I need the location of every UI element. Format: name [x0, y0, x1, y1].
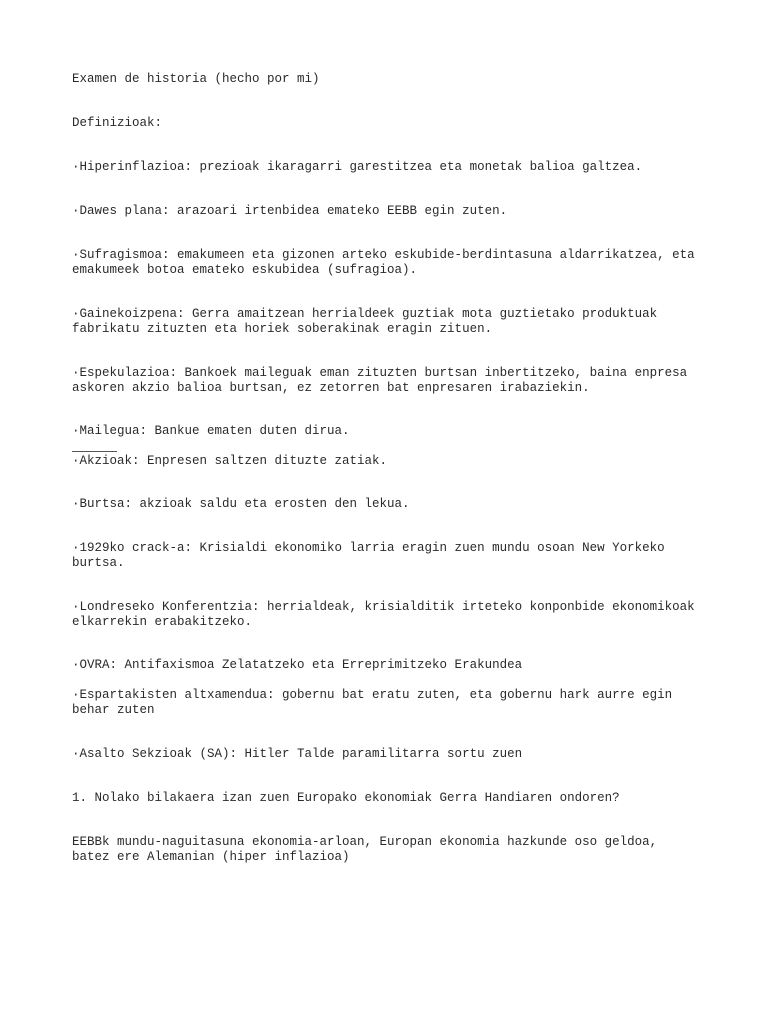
definition-sufragismoa: ·Sufragismoa: emakumeen eta gizonen arteko eskubide-berdintasuna aldarrikatzea, eta emakumeek botoa emateko eskubidea (sufragioa). [72, 248, 695, 277]
divider-rule [72, 451, 117, 452]
definition-dawes-plana: ·Dawes plana: arazoari irtenbidea emateko EEBB egin zuten. [72, 204, 508, 218]
definition-espekulazioa: ·Espekulazioa: Bankoek maileguak eman zituzten burtsan inbertitzeko, baina enpresa askoren akzio balioa burtsan, ez zetorren bat enpresaren irabaziekin. [72, 366, 688, 395]
definition-1929-crack: ·1929ko crack-a: Krisialdi ekonomiko larria eragin zuen mundu osoan New Yorkeko burtsa. [72, 541, 665, 570]
definition-londreseko-konferentzia: ·Londreseko Konferentzia: herrialdeak, krisialditik irteteko konponbide ekonomikoak elkarrekin erabakitzeko. [72, 600, 695, 629]
document-title: Examen de historia (hecho por mi) [72, 72, 320, 86]
definition-mailegua: ·Mailegua: Bankue ematen duten dirua. [72, 424, 350, 438]
definition-hiperinflazioa: ·Hiperinflazioa: prezioak ikaragarri garestitzea eta monetak balioa galtzea. [72, 160, 643, 174]
definition-burtsa: ·Burtsa: akzioak saldu eta erosten den lekua. [72, 497, 410, 511]
definition-espartakisten-altxamendua: ·Espartakisten altxamendua: gobernu bat eratu zuten, eta gobernu hark aurre egin behar zuten [72, 688, 673, 717]
question-1: 1. Nolako bilakaera izan zuen Europako ekonomiak Gerra Handiaren ondoren? [72, 791, 620, 805]
definition-asalto-sekzioak: ·Asalto Sekzioak (SA): Hitler Talde paramilitarra sortu zuen [72, 747, 523, 761]
definition-gainekoizpena: ·Gainekoizpena: Gerra amaitzean herrialdeek guztiak mota guztietako produktuak fabrikatu zituzten eta horiek soberakinak eragin zituen. [72, 307, 658, 336]
answer-1: EEBBk mundu-naguitasuna ekonomia-arloan, Europan ekonomia hazkunde oso geldoa, batez ere Alemanian (hiper inflazioa) [72, 835, 658, 864]
section-heading: Definizioak: [72, 116, 163, 130]
definition-akzioak: ·Akzioak: Enpresen saltzen dituzte zatiak. [72, 454, 388, 468]
definition-ovra: ·OVRA: Antifaxismoa Zelatatzeko eta Erreprimitzeko Erakundea [72, 658, 523, 672]
